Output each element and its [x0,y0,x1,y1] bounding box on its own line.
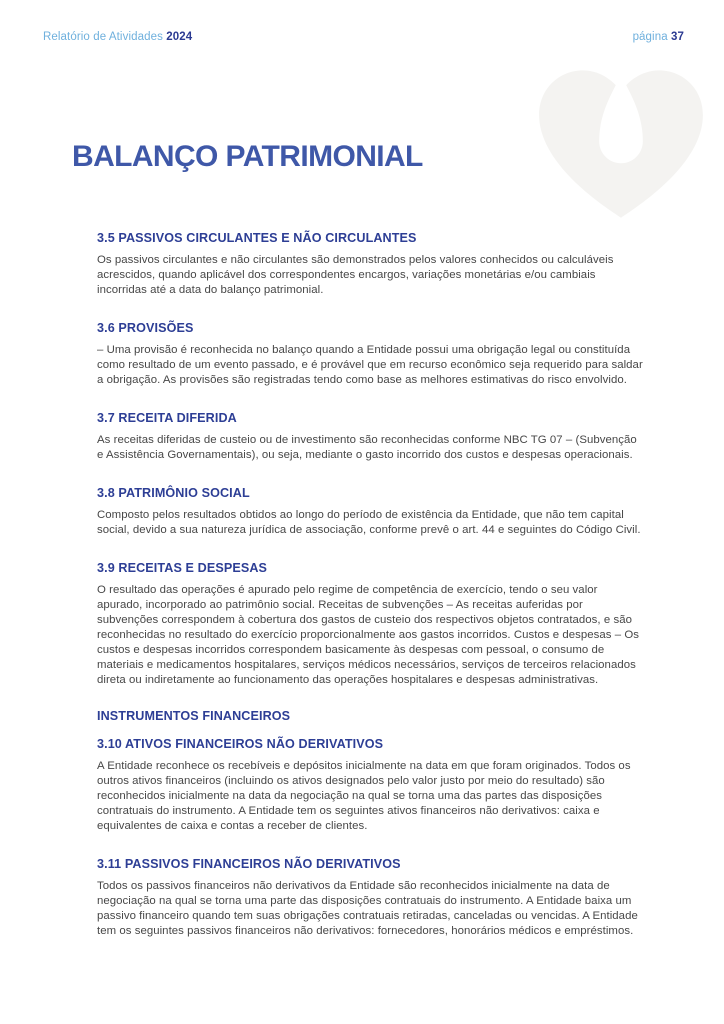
section-paragraph: Composto pelos resultados obtidos ao longo do período de existência da Entidade, que não tem capital social, devido a sua natureza jurídica de associação, conforme prevê o art. 44 e seguintes do Código Civil. [97,509,641,536]
report-year: 2024 [166,31,193,43]
section-3-6 [97,321,643,388]
page-number-indicator [633,31,684,43]
section-paragraph: Os passivos circulantes e não circulantes são demonstrados pelos valores conhecidos ou calculáveis acrescidos, quando aplicável dos correspondentes encargos, variações monetárias e/ou cambiais incorridas até a data do balanço patrimonial. [97,254,614,296]
section-heading: 3.5 PASSIVOS CIRCULANTES E NÃO CIRCULANTES [97,231,417,245]
heart-drop-logo-icon [530,64,712,226]
section-3-11 [97,857,643,939]
section-3-10 [97,737,643,834]
page-title: BALANÇO PATRIMONIAL [72,140,423,173]
group-heading-instrumentos-financeiros: INSTRUMENTOS FINANCEIROS [97,709,291,723]
section-3-9 [97,561,643,688]
report-title-breadcrumb [43,31,192,43]
page-header [43,31,684,43]
section-3-5 [97,231,643,298]
section-heading: 3.9 RECEITAS E DESPESAS [97,561,268,575]
section-heading: 3.8 PATRIMÔNIO SOCIAL [97,486,250,500]
section-paragraph: A Entidade reconhece os recebíveis e depósitos inicialmente na data em que foram originados. Todos os outros ativos financeiros (incluindo os ativos designados pelo valor justo por meio do resultado) são reconhecidos inicialmente na data da negociação na qual se torna uma das partes das disposições contratuais do instrumento. A Entidade tem os seguintes ativos financeiros não derivativos: caixa e equivalentes de caixa e contas a receber de clientes. [97,760,631,832]
section-paragraph: Todos os passivos financeiros não derivativos da Entidade são reconhecidos inicialmente na data de negociação na qual se torna uma parte das disposições contratuais do instrumento. A Entidade baixa um passivo financeiro quando tem suas obrigações contratuais retiradas, canceladas ou vencidas. A Entidade tem os seguintes passivos financeiros não derivativos: fornecedores, honorários médicos e empréstimos. [97,880,638,937]
section-heading: 3.10 ATIVOS FINANCEIROS NÃO DERIVATIVOS [97,737,384,751]
section-paragraph: O resultado das operações é apurado pelo regime de competência de exercício, tendo o seu valor apurado, incorporado ao patrimônio social. Receitas de subvenções – As receitas auferidas por subvenções correspondem à cobertura dos gastos de custeio dos respectivos objetos contratados, e são reconhecidas no resultado do exercício proporcionalmente aos gastos incorridos. Custos e despesas – Os custos e despesas incorridos correspondem basicamente às despesas com pessoal, o consumo de materiais e medicamentos hospitalares, serviços médicos necessários, serviços de terceiros relacionados direta ou indiretamente ao funcionamento das operações hospitalares e despesas administrativas. [97,584,640,686]
page-label: página [632,31,668,43]
page-number: 37 [671,31,684,43]
section-heading: 3.7 RECEITA DIFERIDA [97,411,237,425]
report-label: Relatório de Atividades [43,31,163,43]
section-paragraph: – Uma provisão é reconhecida no balanço quando a Entidade possui uma obrigação legal ou constituída como resultado de um evento passado, e é provável que em recurso econômico seja requerido para saldar a obrigação. As provisões são registradas tendo como base as melhores estimativas do risco envolvido. [97,344,643,386]
section-3-7 [97,411,643,463]
document-body [97,231,643,962]
section-3-8 [97,486,643,538]
section-heading: 3.11 PASSIVOS FINANCEIROS NÃO DERIVATIVOS [97,857,401,871]
section-heading: 3.6 PROVISÕES [97,321,194,335]
section-paragraph: As receitas diferidas de custeio ou de investimento são reconhecidas conforme NBC TG 07 – (Subvenção e Assistência Governamentais), ou seja, mediante o gasto incorrido dos custos e despesas operacionais. [97,434,637,461]
